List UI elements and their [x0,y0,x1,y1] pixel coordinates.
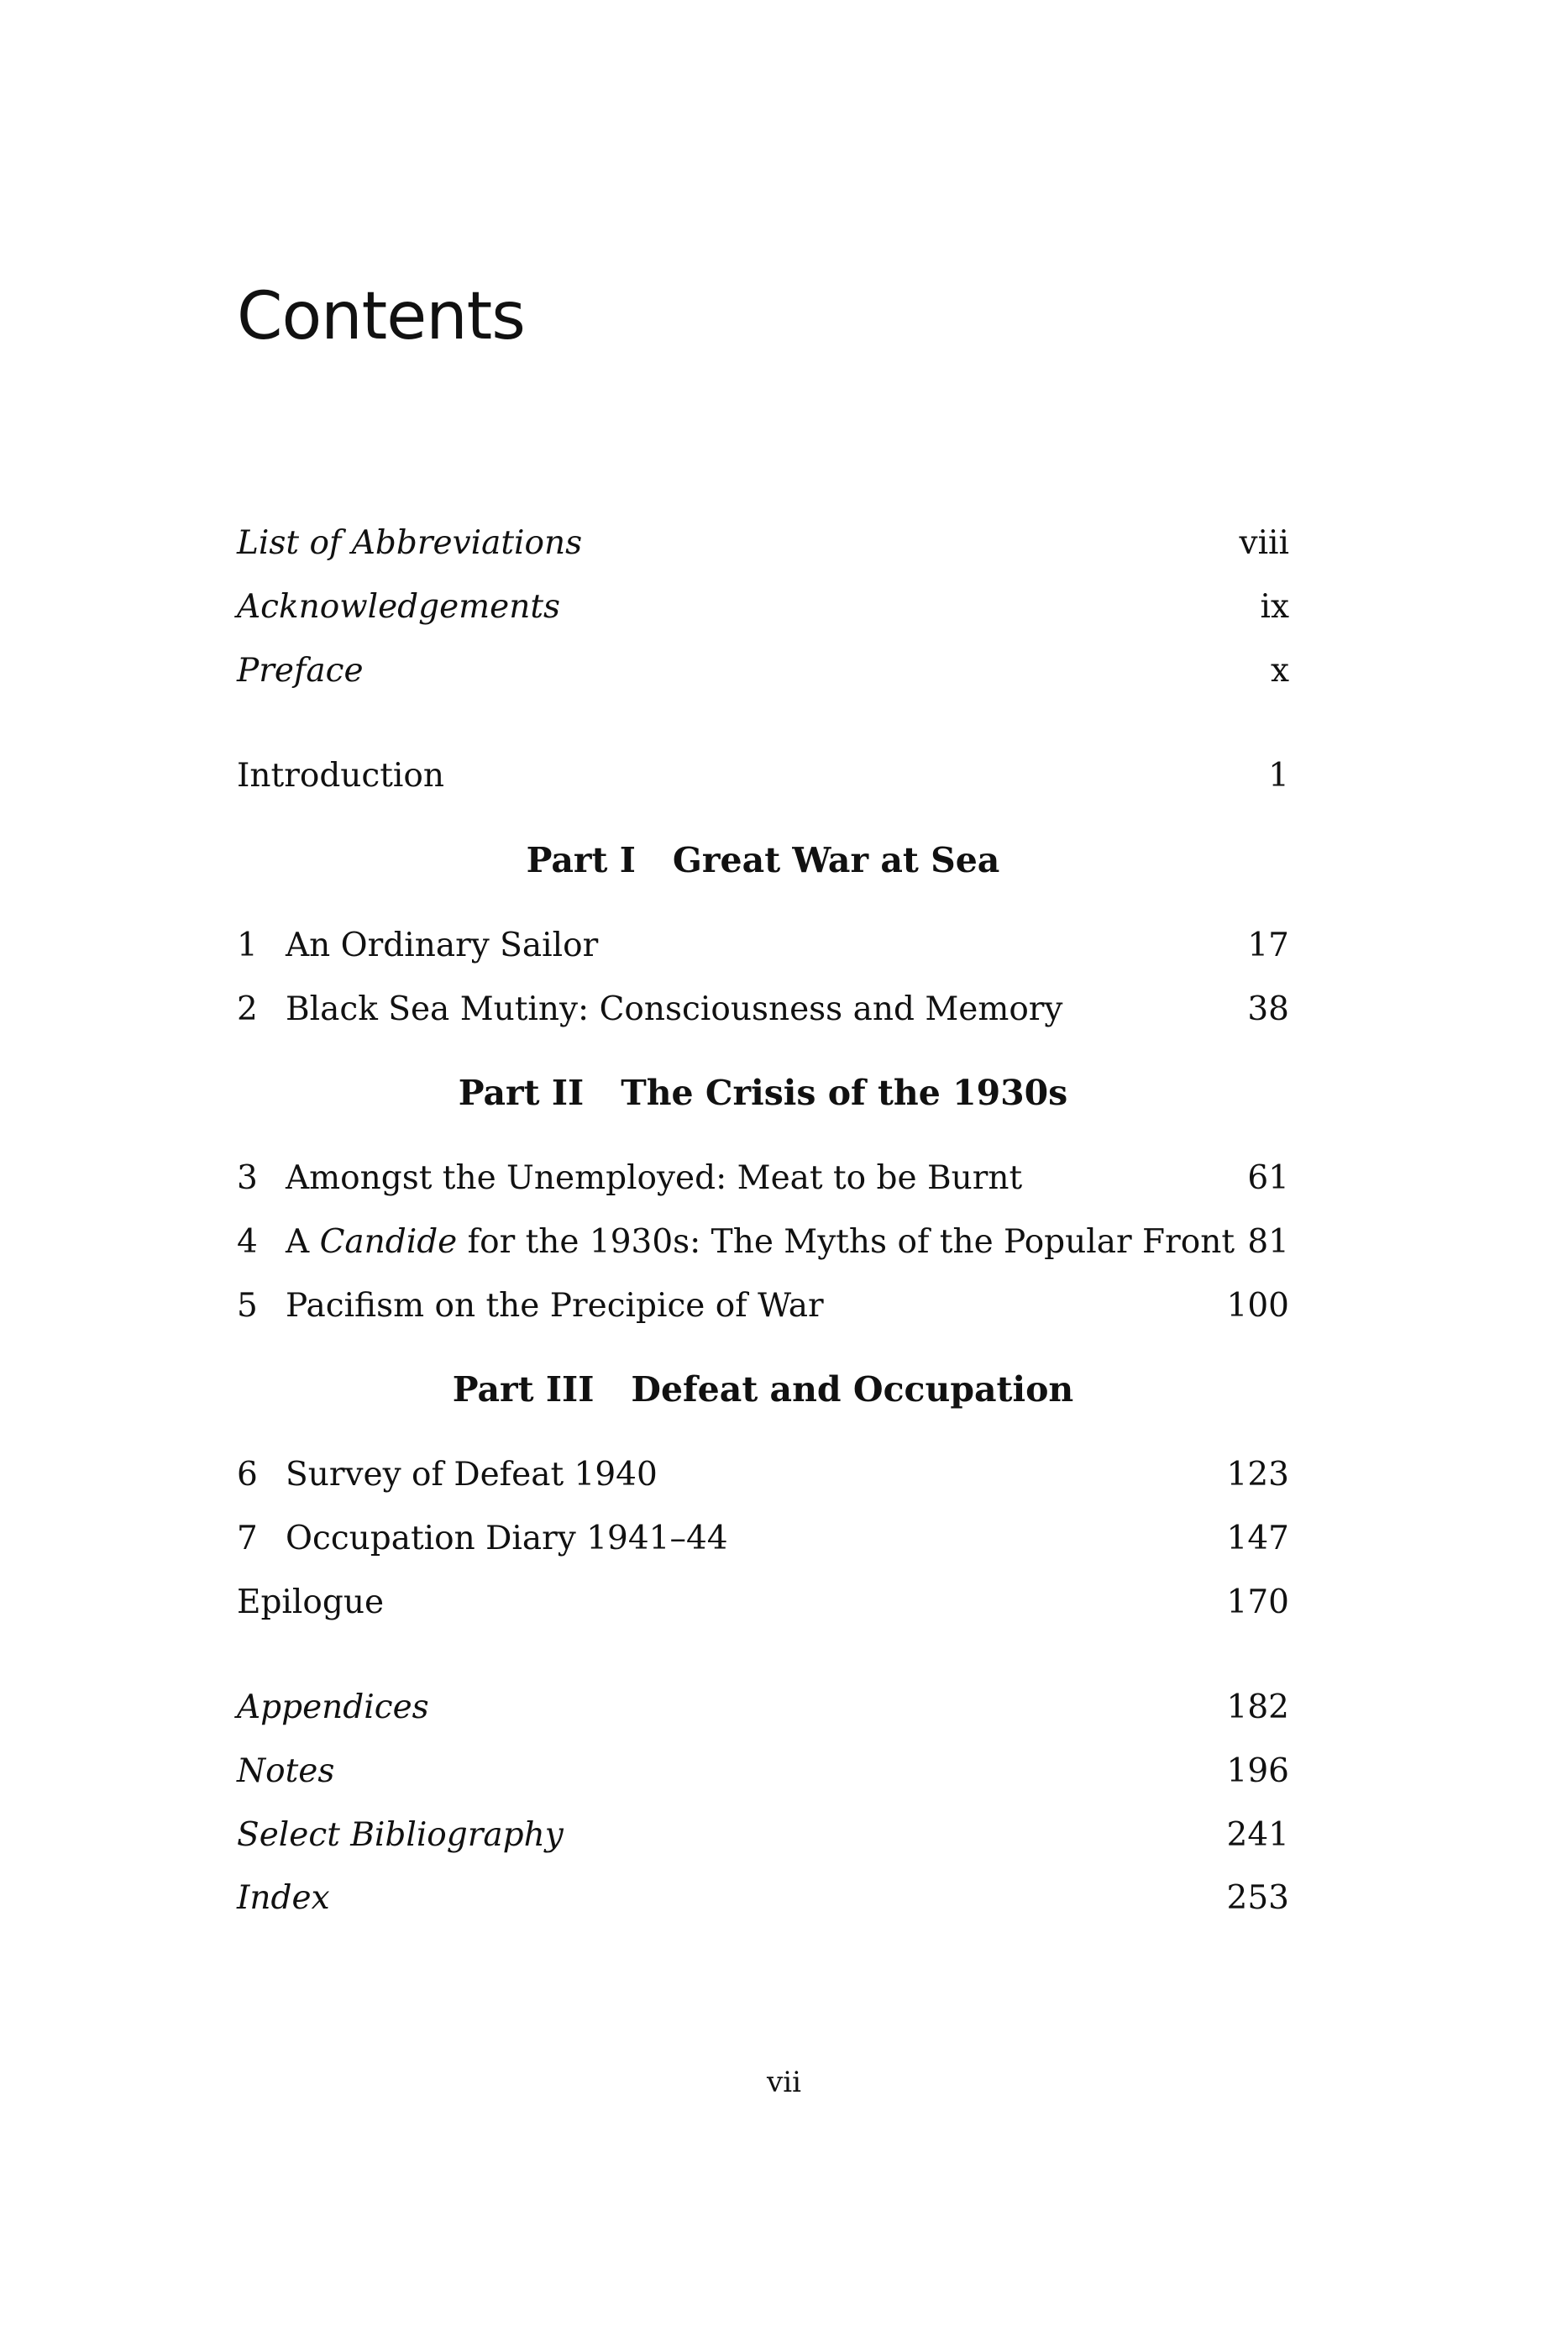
toc-entry-appendices[interactable] [237,1688,1289,1726]
toc-entry-page: 38 [1247,990,1289,1028]
toc-entry-title: List of Abbreviations [237,524,583,562]
toc-entry-page: 147 [1226,1520,1289,1557]
toc-entry-page: 17 [1247,927,1289,964]
toc-entry-title: Black Sea Mutiny: Consciousness and Memory [286,990,1063,1028]
part-title: Great War at Sea [672,840,1000,880]
chapter-number: 4 [237,1223,258,1261]
part-heading-3 [237,1369,1289,1410]
toc-entry-title: Select Bibliography [237,1816,564,1854]
toc-entry-acknowledgements[interactable] [237,588,1289,626]
title-italic: Candide [319,1223,458,1261]
part-label: Part II [458,1073,585,1113]
toc-entry-page: 170 [1226,1583,1289,1621]
toc-entry-page: ix [1260,588,1289,626]
toc-entry-chapter-5[interactable] [237,1287,1289,1325]
toc-entry-title: Index [237,1879,330,1917]
toc-entry-title: Acknowledgements [237,588,561,626]
toc-entry-title: Amongst the Unemployed: Meat to be Burnt [286,1159,1023,1197]
toc-entry-epilogue[interactable] [237,1583,1289,1621]
toc-entry-introduction[interactable] [237,757,1289,795]
toc-entry-title [286,1223,1247,1261]
chapter-number: 6 [237,1456,258,1494]
toc-entry-page: 241 [1226,1816,1289,1854]
toc-entry-title: An Ordinary Sailor [286,927,599,964]
toc-entry-title: Survey of Defeat 1940 [286,1456,658,1494]
chapter-number: 1 [237,927,258,964]
page-number: vii [767,2066,801,2099]
toc-entry-title: Epilogue [237,1583,385,1621]
toc-entry-page: 182 [1226,1688,1289,1726]
toc-entry-chapter-4[interactable] [237,1223,1289,1261]
toc-entry-bibliography[interactable] [237,1816,1289,1854]
toc-entry-page: 123 [1226,1456,1289,1494]
toc-entry-chapter-7[interactable] [237,1522,1289,1555]
chapter-number: 2 [237,990,258,1028]
toc-entry-page: 196 [1226,1752,1289,1790]
part-heading-1 [237,840,1289,880]
toc-entry-title: Pacifism on the Precipice of War [286,1287,824,1325]
title-suffix: for the 1930s: The Myths of the Popular Front [457,1223,1235,1261]
title-prefix: A [286,1223,320,1261]
toc-entry-page: 81 [1247,1223,1289,1261]
part-title: The Crisis of the 1930s [621,1073,1068,1113]
toc-entry-page: 1 [1268,757,1289,795]
toc-entry-chapter-1[interactable] [237,929,1289,962]
chapter-number: 5 [237,1287,258,1325]
toc-entry-title: Notes [237,1752,335,1790]
part-label: Part I [526,840,636,880]
part-label: Part III [452,1369,595,1410]
toc-entry-chapter-2[interactable] [237,990,1289,1028]
toc-entry-title: Occupation Diary 1941–44 [286,1520,728,1557]
toc-entry-page: 253 [1226,1879,1289,1917]
toc-entry-index[interactable] [237,1879,1289,1917]
toc-entry-title: Preface [237,652,364,690]
toc-entry-page: 100 [1226,1287,1289,1325]
page-title: Contents [237,279,525,354]
toc-entry-chapter-6[interactable] [237,1456,1289,1494]
toc-entry-preface[interactable] [237,652,1289,690]
toc-entry-page: viii [1239,524,1289,562]
toc-entry-title: Appendices [237,1688,429,1726]
toc-entry-notes[interactable] [237,1752,1289,1790]
toc-entry-page: 61 [1247,1159,1289,1197]
toc-entry-abbreviations[interactable] [237,524,1289,562]
chapter-number: 7 [237,1520,258,1557]
part-title: Defeat and Occupation [631,1369,1074,1410]
part-heading-2 [237,1073,1289,1113]
toc-entry-chapter-3[interactable] [237,1159,1289,1197]
toc-entry-title: Introduction [237,757,444,795]
toc-entry-page: x [1271,652,1289,690]
chapter-number: 3 [237,1159,258,1197]
